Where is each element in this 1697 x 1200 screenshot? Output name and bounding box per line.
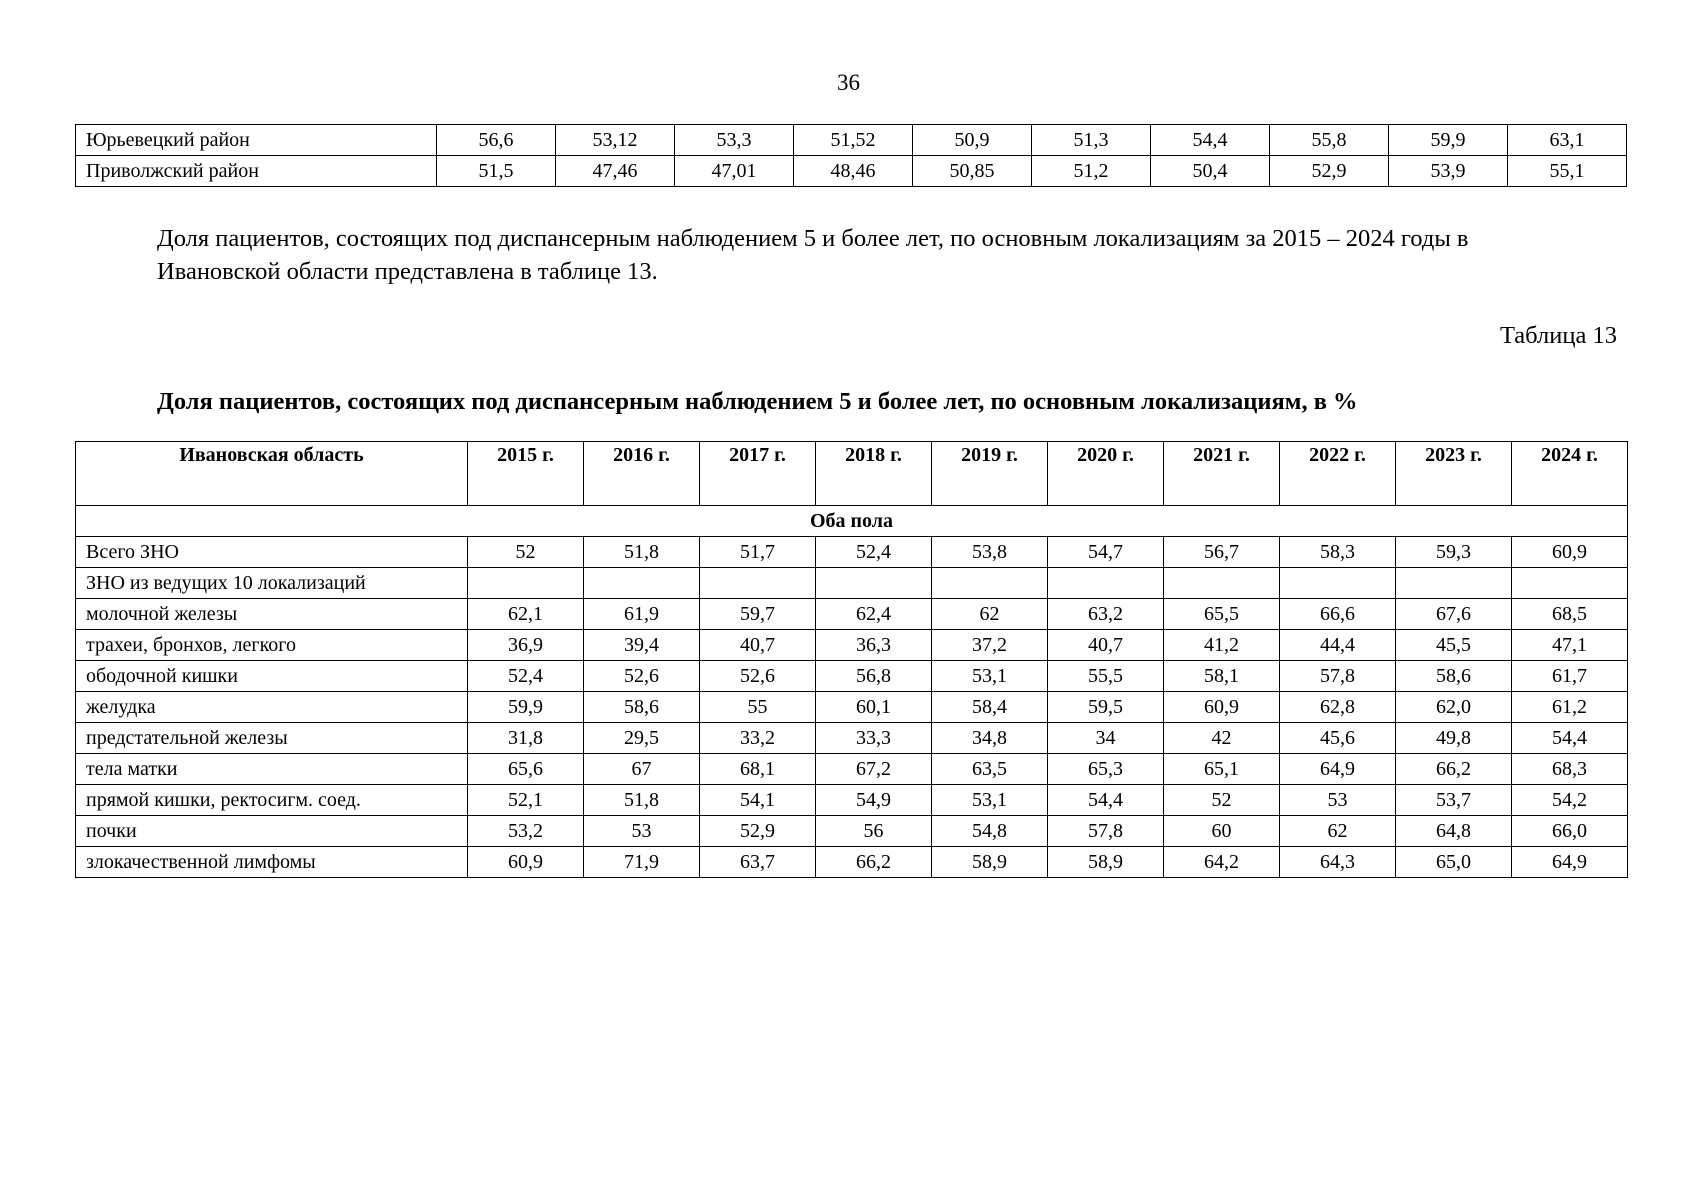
value-cell: 54,2 bbox=[1512, 785, 1628, 816]
value-cell: 40,7 bbox=[1048, 630, 1164, 661]
value-cell: 53,1 bbox=[932, 661, 1048, 692]
value-cell: 54,7 bbox=[1048, 537, 1164, 568]
table-row bbox=[76, 785, 1628, 816]
value-cell: 49,8 bbox=[1396, 723, 1512, 754]
value-cell: 59,9 bbox=[1389, 125, 1508, 156]
value-cell: 65,5 bbox=[1164, 599, 1280, 630]
value-cell: 62,4 bbox=[816, 599, 932, 630]
value-cell: 34,8 bbox=[932, 723, 1048, 754]
row-label: прямой кишки, ректосигм. соед. bbox=[76, 785, 468, 816]
value-cell: 52,6 bbox=[700, 661, 816, 692]
value-cell: 33,3 bbox=[816, 723, 932, 754]
column-header: 2019 г. bbox=[932, 442, 1048, 506]
value-cell: 66,2 bbox=[816, 847, 932, 878]
value-cell: 64,9 bbox=[1512, 847, 1628, 878]
value-cell: 63,1 bbox=[1508, 125, 1627, 156]
value-cell: 59,9 bbox=[468, 692, 584, 723]
table-title: Доля пациентов, состоящих под диспансерным наблюдением 5 и более лет, по основным локализациям, в % bbox=[157, 388, 1358, 415]
value-cell: 51,3 bbox=[1032, 125, 1151, 156]
value-cell: 42 bbox=[1164, 723, 1280, 754]
value-cell: 67 bbox=[584, 754, 700, 785]
value-cell: 64,2 bbox=[1164, 847, 1280, 878]
column-header: 2022 г. bbox=[1280, 442, 1396, 506]
value-cell: 50,9 bbox=[913, 125, 1032, 156]
value-cell: 62,0 bbox=[1396, 692, 1512, 723]
value-cell: 59,3 bbox=[1396, 537, 1512, 568]
value-cell: 66,0 bbox=[1512, 816, 1628, 847]
value-cell: 51,8 bbox=[584, 537, 700, 568]
table-row bbox=[76, 692, 1628, 723]
value-cell: 47,1 bbox=[1512, 630, 1628, 661]
value-cell: 39,4 bbox=[584, 630, 700, 661]
value-cell: 54,1 bbox=[700, 785, 816, 816]
value-cell bbox=[932, 568, 1048, 599]
value-cell: 59,5 bbox=[1048, 692, 1164, 723]
page-number: 36 bbox=[837, 70, 860, 95]
value-cell: 56,7 bbox=[1164, 537, 1280, 568]
table-row bbox=[76, 816, 1628, 847]
value-cell: 52 bbox=[468, 537, 584, 568]
value-cell: 67,2 bbox=[816, 754, 932, 785]
column-header: 2024 г. bbox=[1512, 442, 1628, 506]
table-label: Таблица 13 bbox=[1499, 322, 1617, 349]
value-cell: 64,8 bbox=[1396, 816, 1512, 847]
value-cell: 60,9 bbox=[1164, 692, 1280, 723]
value-cell: 56,8 bbox=[816, 661, 932, 692]
table-row bbox=[76, 537, 1628, 568]
value-cell: 65,1 bbox=[1164, 754, 1280, 785]
value-cell: 45,6 bbox=[1280, 723, 1396, 754]
value-cell: 60 bbox=[1164, 816, 1280, 847]
value-cell: 60,9 bbox=[1512, 537, 1628, 568]
value-cell: 59,7 bbox=[700, 599, 816, 630]
value-cell: 58,9 bbox=[1048, 847, 1164, 878]
header-row bbox=[76, 442, 1628, 506]
top-table bbox=[75, 124, 1627, 187]
value-cell: 36,9 bbox=[468, 630, 584, 661]
value-cell: 64,3 bbox=[1280, 847, 1396, 878]
value-cell: 58,6 bbox=[584, 692, 700, 723]
value-cell: 68,3 bbox=[1512, 754, 1628, 785]
value-cell: 58,3 bbox=[1280, 537, 1396, 568]
value-cell: 55 bbox=[700, 692, 816, 723]
value-cell bbox=[1048, 568, 1164, 599]
value-cell: 51,2 bbox=[1032, 156, 1151, 187]
value-cell: 48,46 bbox=[794, 156, 913, 187]
value-cell: 50,85 bbox=[913, 156, 1032, 187]
table-row bbox=[76, 661, 1628, 692]
value-cell: 57,8 bbox=[1280, 661, 1396, 692]
value-cell bbox=[1280, 568, 1396, 599]
value-cell: 58,4 bbox=[932, 692, 1048, 723]
value-cell: 53,9 bbox=[1389, 156, 1508, 187]
section-row bbox=[76, 506, 1628, 537]
value-cell: 62,1 bbox=[468, 599, 584, 630]
column-header: 2017 г. bbox=[700, 442, 816, 506]
table-row bbox=[76, 754, 1628, 785]
value-cell: 63,7 bbox=[700, 847, 816, 878]
column-header: Ивановская область bbox=[76, 442, 468, 506]
row-label: Юрьевецкий район bbox=[76, 125, 437, 156]
value-cell: 62,8 bbox=[1280, 692, 1396, 723]
table-row bbox=[76, 568, 1628, 599]
value-cell: 62 bbox=[932, 599, 1048, 630]
value-cell: 29,5 bbox=[584, 723, 700, 754]
value-cell: 67,6 bbox=[1396, 599, 1512, 630]
value-cell: 66,2 bbox=[1396, 754, 1512, 785]
value-cell: 52,4 bbox=[468, 661, 584, 692]
value-cell: 41,2 bbox=[1164, 630, 1280, 661]
value-cell: 33,2 bbox=[700, 723, 816, 754]
value-cell: 45,5 bbox=[1396, 630, 1512, 661]
value-cell: 37,2 bbox=[932, 630, 1048, 661]
value-cell: 54,8 bbox=[932, 816, 1048, 847]
value-cell: 58,6 bbox=[1396, 661, 1512, 692]
value-cell: 52,4 bbox=[816, 537, 932, 568]
value-cell: 60,1 bbox=[816, 692, 932, 723]
row-label: желудка bbox=[76, 692, 468, 723]
value-cell: 64,9 bbox=[1280, 754, 1396, 785]
value-cell: 62 bbox=[1280, 816, 1396, 847]
column-header: 2018 г. bbox=[816, 442, 932, 506]
value-cell: 65,0 bbox=[1396, 847, 1512, 878]
value-cell: 61,9 bbox=[584, 599, 700, 630]
value-cell: 52,1 bbox=[468, 785, 584, 816]
value-cell: 54,4 bbox=[1151, 125, 1270, 156]
section-label: Оба пола bbox=[76, 506, 1628, 537]
value-cell: 53,8 bbox=[932, 537, 1048, 568]
value-cell: 54,4 bbox=[1512, 723, 1628, 754]
value-cell: 50,4 bbox=[1151, 156, 1270, 187]
value-cell: 52,9 bbox=[700, 816, 816, 847]
value-cell bbox=[1396, 568, 1512, 599]
intro-paragraph: Доля пациентов, состоящих под диспансерным наблюдением 5 и более лет, по основным локализациям за 2015 – 2024 годы в Ивановской области представлена в таблице 13. bbox=[157, 225, 1469, 285]
row-label: ЗНО из ведущих 10 локализаций bbox=[76, 568, 468, 599]
column-header: 2016 г. bbox=[584, 442, 700, 506]
column-header: 2020 г. bbox=[1048, 442, 1164, 506]
table-row bbox=[76, 125, 1627, 156]
value-cell: 34 bbox=[1048, 723, 1164, 754]
value-cell: 47,46 bbox=[556, 156, 675, 187]
value-cell: 61,2 bbox=[1512, 692, 1628, 723]
row-label: предстательной железы bbox=[76, 723, 468, 754]
value-cell: 31,8 bbox=[468, 723, 584, 754]
value-cell: 51,7 bbox=[700, 537, 816, 568]
value-cell: 40,7 bbox=[700, 630, 816, 661]
value-cell: 36,3 bbox=[816, 630, 932, 661]
row-label: злокачественной лимфомы bbox=[76, 847, 468, 878]
row-label: Приволжский район bbox=[76, 156, 437, 187]
value-cell: 52,6 bbox=[584, 661, 700, 692]
value-cell: 55,1 bbox=[1508, 156, 1627, 187]
value-cell: 71,9 bbox=[584, 847, 700, 878]
value-cell: 51,52 bbox=[794, 125, 913, 156]
value-cell: 53 bbox=[1280, 785, 1396, 816]
value-cell bbox=[1164, 568, 1280, 599]
value-cell: 61,7 bbox=[1512, 661, 1628, 692]
main-table bbox=[75, 441, 1628, 878]
column-header: 2021 г. bbox=[1164, 442, 1280, 506]
value-cell: 63,5 bbox=[932, 754, 1048, 785]
value-cell: 58,9 bbox=[932, 847, 1048, 878]
row-label: почки bbox=[76, 816, 468, 847]
row-label: Всего ЗНО bbox=[76, 537, 468, 568]
value-cell: 63,2 bbox=[1048, 599, 1164, 630]
value-cell: 52,9 bbox=[1270, 156, 1389, 187]
value-cell bbox=[468, 568, 584, 599]
value-cell bbox=[700, 568, 816, 599]
value-cell: 53,3 bbox=[675, 125, 794, 156]
value-cell: 51,8 bbox=[584, 785, 700, 816]
value-cell: 47,01 bbox=[675, 156, 794, 187]
value-cell: 68,5 bbox=[1512, 599, 1628, 630]
value-cell: 60,9 bbox=[468, 847, 584, 878]
column-header: 2023 г. bbox=[1396, 442, 1512, 506]
value-cell: 55,8 bbox=[1270, 125, 1389, 156]
value-cell: 65,6 bbox=[468, 754, 584, 785]
table-row bbox=[76, 599, 1628, 630]
table-row bbox=[76, 630, 1628, 661]
value-cell: 44,4 bbox=[1280, 630, 1396, 661]
value-cell: 53 bbox=[584, 816, 700, 847]
value-cell: 56 bbox=[816, 816, 932, 847]
value-cell: 68,1 bbox=[700, 754, 816, 785]
value-cell: 54,9 bbox=[816, 785, 932, 816]
table-row bbox=[76, 156, 1627, 187]
row-label: тела матки bbox=[76, 754, 468, 785]
value-cell: 53,1 bbox=[932, 785, 1048, 816]
value-cell: 66,6 bbox=[1280, 599, 1396, 630]
row-label: молочной железы bbox=[76, 599, 468, 630]
value-cell: 53,12 bbox=[556, 125, 675, 156]
value-cell: 54,4 bbox=[1048, 785, 1164, 816]
column-header: 2015 г. bbox=[468, 442, 584, 506]
row-label: ободочной кишки bbox=[76, 661, 468, 692]
table-row bbox=[76, 847, 1628, 878]
value-cell bbox=[816, 568, 932, 599]
row-label: трахеи, бронхов, легкого bbox=[76, 630, 468, 661]
value-cell: 56,6 bbox=[437, 125, 556, 156]
value-cell: 51,5 bbox=[437, 156, 556, 187]
value-cell: 53,2 bbox=[468, 816, 584, 847]
table-row bbox=[76, 723, 1628, 754]
value-cell bbox=[584, 568, 700, 599]
value-cell: 58,1 bbox=[1164, 661, 1280, 692]
value-cell: 53,7 bbox=[1396, 785, 1512, 816]
value-cell: 55,5 bbox=[1048, 661, 1164, 692]
value-cell: 57,8 bbox=[1048, 816, 1164, 847]
value-cell: 65,3 bbox=[1048, 754, 1164, 785]
value-cell bbox=[1512, 568, 1628, 599]
value-cell: 52 bbox=[1164, 785, 1280, 816]
